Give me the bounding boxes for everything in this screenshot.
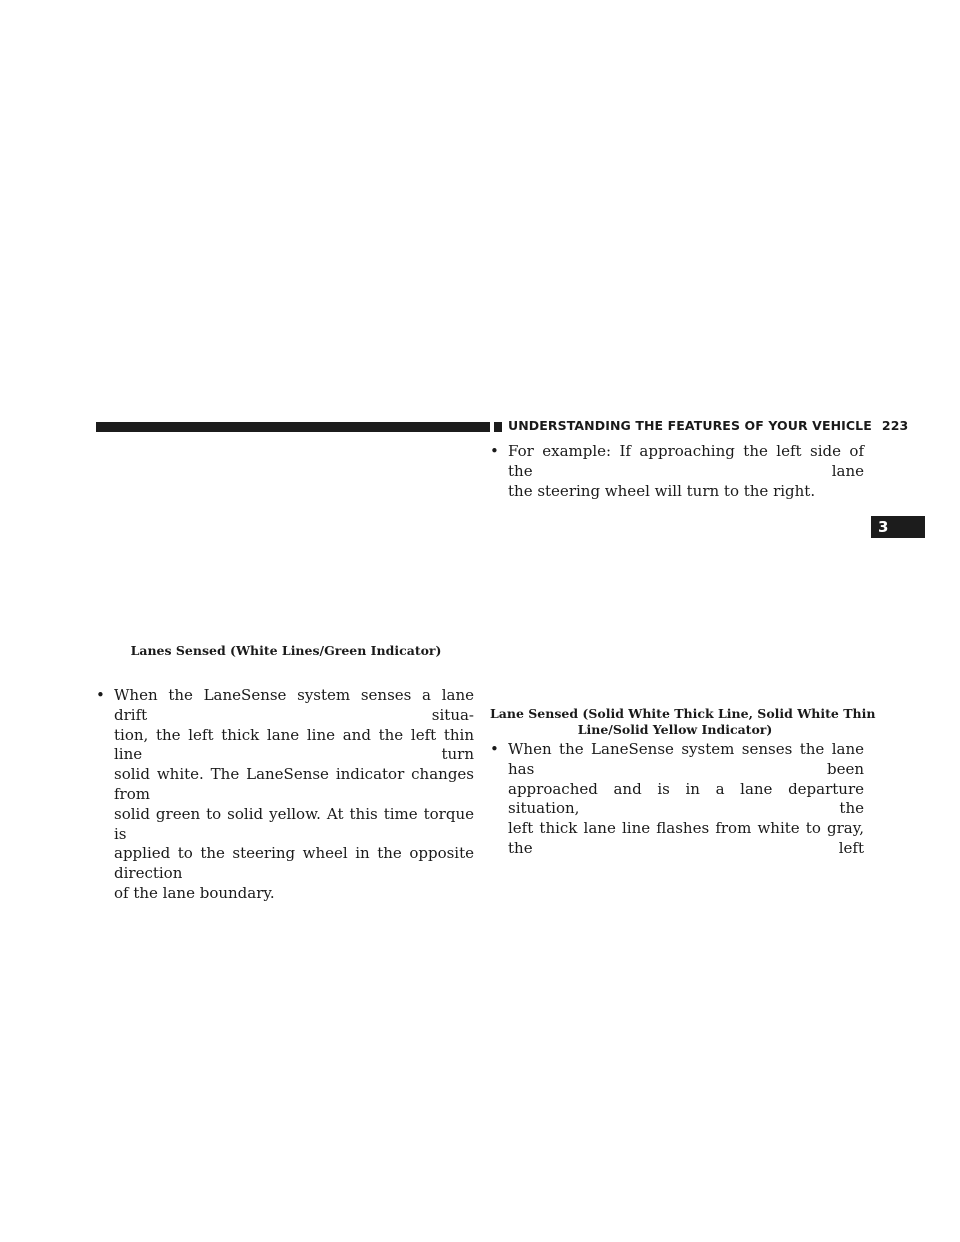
text-line: When the LaneSense system senses a lane drift situa-: [114, 686, 474, 724]
chapter-tab: 3: [871, 516, 925, 538]
text-line: of the lane boundary.: [114, 883, 275, 902]
text-line: tion, the left thick lane line and the left thin line turn: [114, 725, 474, 764]
text-line: For example: If approaching the left side of the lane: [508, 442, 864, 480]
text-line: solid white. The LaneSense indicator changes from: [114, 765, 474, 803]
caption-line: Lane Sensed (Solid White Thick Line, Solid White Thin: [490, 706, 876, 721]
section-title: UNDERSTANDING THE FEATURES OF YOUR VEHICLE: [508, 418, 872, 433]
text-line: When the LaneSense system senses the lane has been: [508, 740, 864, 778]
bullet-text: [490, 442, 864, 501]
page-number: 223: [881, 418, 909, 433]
header-rule-end: [494, 422, 502, 432]
header-rule: [96, 422, 490, 432]
figure-caption-lane-sensed-solid: [490, 706, 876, 738]
bullet-lane-departure: [490, 740, 864, 859]
bullet-example: [490, 442, 864, 501]
bullet-text: [490, 740, 864, 859]
text-line: the steering wheel will turn to the right.: [508, 481, 816, 500]
bullet-text: [96, 686, 474, 904]
running-header: [508, 418, 908, 433]
bullet-lane-drift: [96, 686, 474, 904]
text-line: solid green to solid yellow. At this time torque is: [114, 804, 474, 843]
bullet-marker: •: [490, 442, 499, 460]
text-line: applied to the steering wheel in the opposite direction: [114, 844, 474, 883]
text-line: left thick lane line flashes from white to gray, the left: [508, 819, 864, 857]
figure-caption-lanes-sensed: Lanes Sensed (White Lines/Green Indicator): [130, 643, 442, 658]
caption-line: Line/Solid Yellow Indicator): [577, 722, 773, 737]
text-line: approached and is in a lane departure situation, the: [508, 779, 864, 818]
bullet-marker: •: [490, 740, 499, 758]
bullet-marker: •: [96, 686, 105, 704]
